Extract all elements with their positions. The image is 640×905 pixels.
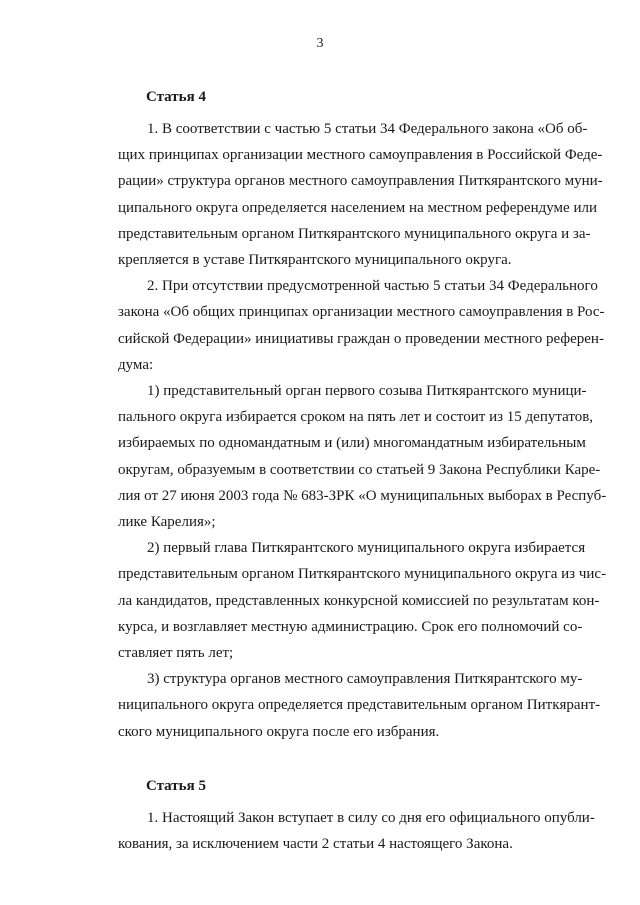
text-line: округам, образуемым в соответствии со статьей 9 Закона Республики Каре- — [118, 461, 601, 478]
text-line: курса, и возглавляет местную администрацию. Срок его полномочий со- — [118, 618, 583, 635]
text-line: крепляется в уставе Питкярантского муниципального округа. — [118, 252, 512, 269]
text-line: лия от 27 июня 2003 года № 683-ЗРК «О муниципальных выборах в Респуб- — [118, 487, 607, 504]
paragraph — [118, 666, 601, 745]
text-line: кования, за исключением части 2 статьи 4 настоящего Закона. — [118, 836, 513, 853]
text-line: ниципального округа определяется представительным органом Питкярант- — [118, 697, 601, 714]
paragraph — [118, 116, 603, 273]
text-line: пального округа избирается сроком на пять лет и состоит из 15 депутатов, — [118, 409, 594, 426]
text-line: закона «Об общих принципах организации местного самоуправления в Рос- — [118, 304, 605, 321]
text-line: представительным органом Питкярантского муниципального округа из чис- — [118, 566, 607, 583]
text-line: 1. Настоящий Закон вступает в силу со дня его официального опубли- — [147, 809, 595, 826]
paragraph — [118, 535, 607, 666]
text-line: представительным органом Питкярантского муниципального округа и за- — [118, 225, 591, 242]
text-line: 2. При отсутствии предусмотренной частью 5 статьи 34 Федерального — [147, 278, 598, 295]
text-line: 2) первый глава Питкярантского муниципального округа избирается — [147, 540, 586, 557]
text-line: сийской Федерации» инициативы граждан о проведении местного референ- — [118, 330, 604, 347]
text-line: избираемых по одномандатным и (или) многомандатным избирательным — [118, 435, 586, 452]
text-line: 1. В соответствии с частью 5 статьи 34 Федерального закона «Об об- — [147, 121, 588, 137]
text-line: 1) представительный орган первого созыва Питкярантского муници- — [147, 383, 587, 400]
paragraph — [118, 273, 605, 378]
text-line: ского муниципального округа после его избрания. — [118, 723, 440, 740]
paragraph — [118, 805, 595, 857]
document-body — [118, 84, 607, 857]
text-line: ставляет пять лет; — [118, 645, 234, 662]
article-heading: Статья 5 — [146, 777, 206, 794]
text-line: 3) структура органов местного самоуправления Питкярантского му- — [147, 671, 583, 688]
paragraph — [118, 378, 607, 535]
text-line: рации» структура органов местного самоуправления Питкярантского муни- — [118, 173, 603, 190]
text-line: ла кандидатов, представленных конкурсной комиссией по результатам кон- — [118, 592, 600, 609]
article-heading: Статья 4 — [146, 89, 206, 105]
text-line: лике Карелия»; — [118, 514, 216, 531]
text-line: щих принципах организации местного самоуправления в Российской Феде- — [118, 147, 603, 164]
text-line: дума: — [118, 356, 154, 373]
text-line: ципального округа определяется населением на местном референдуме или — [118, 199, 597, 216]
page-number: 3 — [316, 36, 324, 51]
